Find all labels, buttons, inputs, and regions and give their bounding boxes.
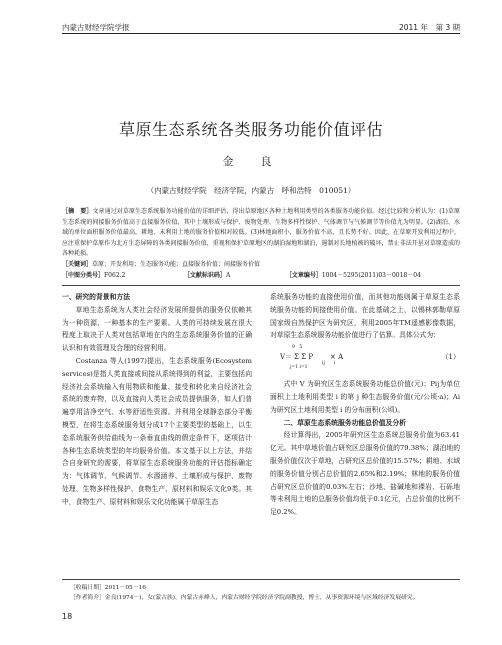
section-heading-2: 二、草原生态系统服务功能总价值及分析 [283,418,406,427]
paragraph: 草地生态系统为人类社会经济发展所提供的服务仅依赖其为一种资源、一种基本的生产要素。人类的可持续发展在很大程度上取决于人类对包括草地在内的生态系统服务价值的正确认识和有效管理及合理的经营利用。 [62,305,252,353]
header-rule [62,33,460,34]
author-bio: ［作者简介］金良(1974－)，女(蒙古族)，内蒙古赤峰人，内蒙古财经学院经济学院副教授，博士，从事资源环境与区域经济发展研究。 [70,594,419,601]
equation-1 [270,342,460,378]
abstract [62,207,460,260]
clc-label: ［中图分类号］ [62,271,105,279]
author: 金 良 [222,155,280,168]
paragraph: Costanza 等人(1997)提出，生态系统服务(Ecosystem services)是指人类直接或间接从系统得到的利益，主要包括向经济社会系统输入有用物质和能量、接受和转化来自经济社会系统的废弃物，以及直接向人类社会成员提供服务，如人们普遍享用洁净空气、水等舒适性资源。并利用全球静态部分平衡模型，在将生态系统服务划分成17个主要类型的基础上，以生态系统服务供给曲线为一条垂直曲线的假定条件下，逐项估计各种生态系统类型的年均服务价值。本文基于以上方法，并结合自身研究的需要，将草原生态系统服务功能的评估指标确定为：气体调节、气候调节、水源涵养、土壤形成与保护、废物处理、生物多样性保护、食物生产、原材料和娱乐文化9类。其中，食物生产、原材料和娱乐文化功能属于草原生态 [62,356,252,506]
footnote-rule [62,579,460,580]
doc-code-value: A [225,271,231,279]
paragraph: 式中 V 为研究区生态系统服务功能总价值(元)；Pij为单位面积上土地利用类型 i 的第 j 种生态服务价值(元/公顷·a)；Ai为研究区土地利用类型 i 的分布面积(公顷)。 [270,380,460,414]
classification-line [62,271,460,282]
formula-rest: × A [330,353,344,362]
affiliation: （内蒙古财经学院 经济学院，内蒙古 呼和浩特 010051） [146,186,356,195]
page-number: 18 [62,612,73,621]
abstract-label: ［摘 要］ [62,208,93,215]
abstract-block [62,207,460,281]
article-no-value: 1004－5295(2011)03－0018－04 [321,271,421,279]
keywords-label: ［关键词］ [62,260,93,268]
formula-sum: Σ Σ P [294,353,314,362]
abstract-text: 文章通过对草原生态系统服务功能价值的详细评估，得出草原地区各种土地利用类型的各类服务功能价值。经过比较和分析认为：(1)草原生态系统的间接服务价值高于直接服务价值，其中土壤形成与保护、废物处理、生物多样性保护、气体调节与气候调节等价值尤为明显。(2)湖泊、水域的单位面积服务价值最高，耕地、未利用土地的服务价值相对较低。(3)林地面积小，服务价值不高，且长势不好。因此，在草原开发利用过程中，应注重保护草原作为北方生态屏障的各类间接服务价值，重视和保护草原地区的湖泊湿地和湖泊，遏制对长地植被的破坏，禁止非法开垦对草原造成的各种耗损。 [62,208,460,258]
keywords [62,260,460,271]
formula-upper-limits: 9 5 [292,345,303,351]
equation-number: （1） [441,353,460,362]
formula-subscripts: ij i [322,361,336,367]
formula-lower-limits: j=1 i=1 [290,365,308,371]
abstract-rule [62,285,460,286]
article-no-label: ［文章编号］ [285,271,322,279]
keywords-text: 草原；开发利用；生态服务功能；直接服务价值；间接服务价值 [92,260,261,268]
formula-lhs: V＝ [280,353,293,362]
received-date: ［收稿日期］2011－05－16 [70,585,146,591]
journal-name: 内蒙古财经学院学报 [62,23,130,32]
right-column [270,291,460,519]
clc-value: F062.2 [104,271,126,279]
paragraph: 系统服务功能的直接使用价值，而其他功能则属于草原生态系统服务功能的间接使用价值。在此基础之上，以锡林郭勒草原国家级自然保护区为研究区，利用2005年TM遥感影像数据，对草原生态系统服务功能价值进行了估算。具体公式为： [270,293,460,340]
paragraph: 经计算得出，2005年研究区生态系统总服务价值为63.41亿元。其中草地价值占研究区总服务价值的79.38%；湖泊地的服务价值仅次于草地，占研究区总价值的15.57%；耕地、水域的服务价值分别占总价值的2.65%和2.19%；林地的服务价值占研究区总价值的0.03%左右；沙地、盐碱地和裸岩、石砾地等未利用土地的总服务价值均低于0.1亿元，占总价值的比例不足0.2%。 [270,431,460,517]
left-column [62,291,252,509]
section-heading-1: 一、研究的背景和方法 [62,293,130,301]
doc-code-label: ［文献标识码］ [183,271,226,279]
footnotes [70,584,450,603]
issue-number: 2011 年 第 3 期 [398,23,460,32]
article-title: 草原生态系统各类服务功能价值评估 [118,120,383,139]
